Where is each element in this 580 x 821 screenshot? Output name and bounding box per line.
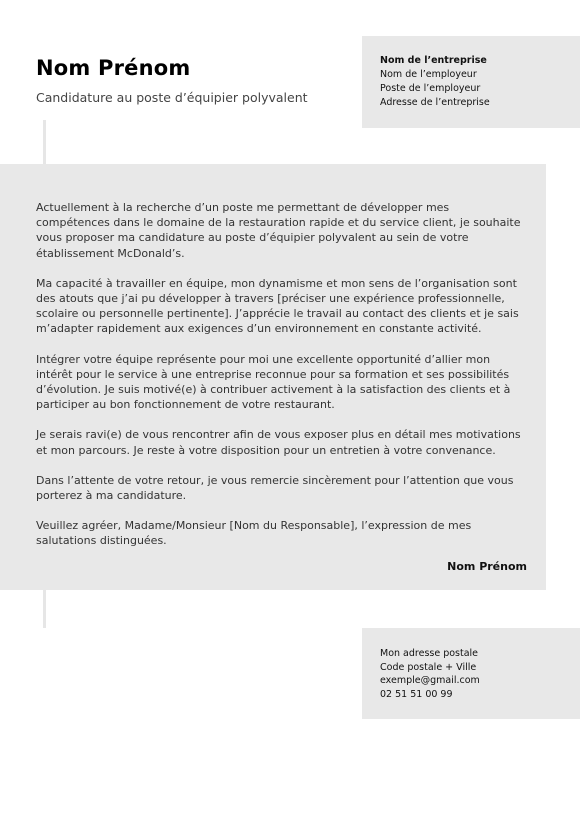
recipient-position: Poste de l’employeur (380, 83, 481, 94)
contact-phone: 02 51 51 00 99 (380, 688, 453, 700)
letter-paragraph: Actuellement à la recherche d’un poste me permettant de développer mes compétences dans le domaine de la restauration rapide et du service client, je souhaite vous proposer ma candidature au poste d’équipier polyvalent au sein de votre établissement McDonald’s. (36, 201, 521, 260)
applicant-name: Nom Prénom (36, 56, 191, 80)
contact-block (362, 628, 580, 719)
recipient-employer: Nom de l’employeur (380, 69, 477, 80)
contact-address: Mon adresse postale (380, 648, 479, 659)
recipient-block (362, 36, 580, 128)
recipient-company: Nom de l’entreprise (380, 55, 487, 66)
contact-email: exemple@gmail.com (380, 675, 480, 686)
contact-postal-city: Code postale + Ville (380, 661, 477, 673)
letter-paragraph: Veuillez agréer, Madame/Monsieur [Nom du Responsable], l’expression de mes salutations distinguées. (36, 519, 472, 548)
letter-paragraph: Ma capacité à travailler en équipe, mon dynamisme et mon sens de l’organisation sont des atouts que j’ai pu développer à travers [préciser une expérience professionnelle, scolaire ou personnelle pertinente]. J’apprécie le travail au contact des clients et je sais m’adapter rapidement aux exigences d’un environnement en constante activité. (36, 276, 519, 336)
decorative-line-top (43, 120, 46, 164)
letter-paragraph: Dans l’attente de votre retour, je vous remercie sincèrement pour l’attention que vous porterez à ma candidature. (36, 473, 514, 503)
letter-body (0, 164, 546, 590)
letter-subtitle: Candidature au poste d’équipier polyvalent (36, 90, 308, 105)
letter-paragraph: Je serais ravi(e) de vous rencontrer afin de vous exposer plus en détail mes motivations et mon parcours. Je reste à votre disposition pour un entretien à votre convenance. (36, 428, 521, 457)
recipient-address: Adresse de l’entreprise (380, 97, 490, 108)
letter-paragraph: Intégrer votre équipe représente pour moi une excellente opportunité d’allier mon intérêt pour le service à une entreprise reconnue pour sa formation et ses possibilités d’évolution. Je suis motivé(e) à contribuer activement à la satisfaction des clients et à participer au bon fonctionnement de votre restaurant. (36, 352, 511, 412)
signature-name: Nom Prénom (447, 560, 527, 573)
decorative-line-bottom (43, 590, 46, 628)
